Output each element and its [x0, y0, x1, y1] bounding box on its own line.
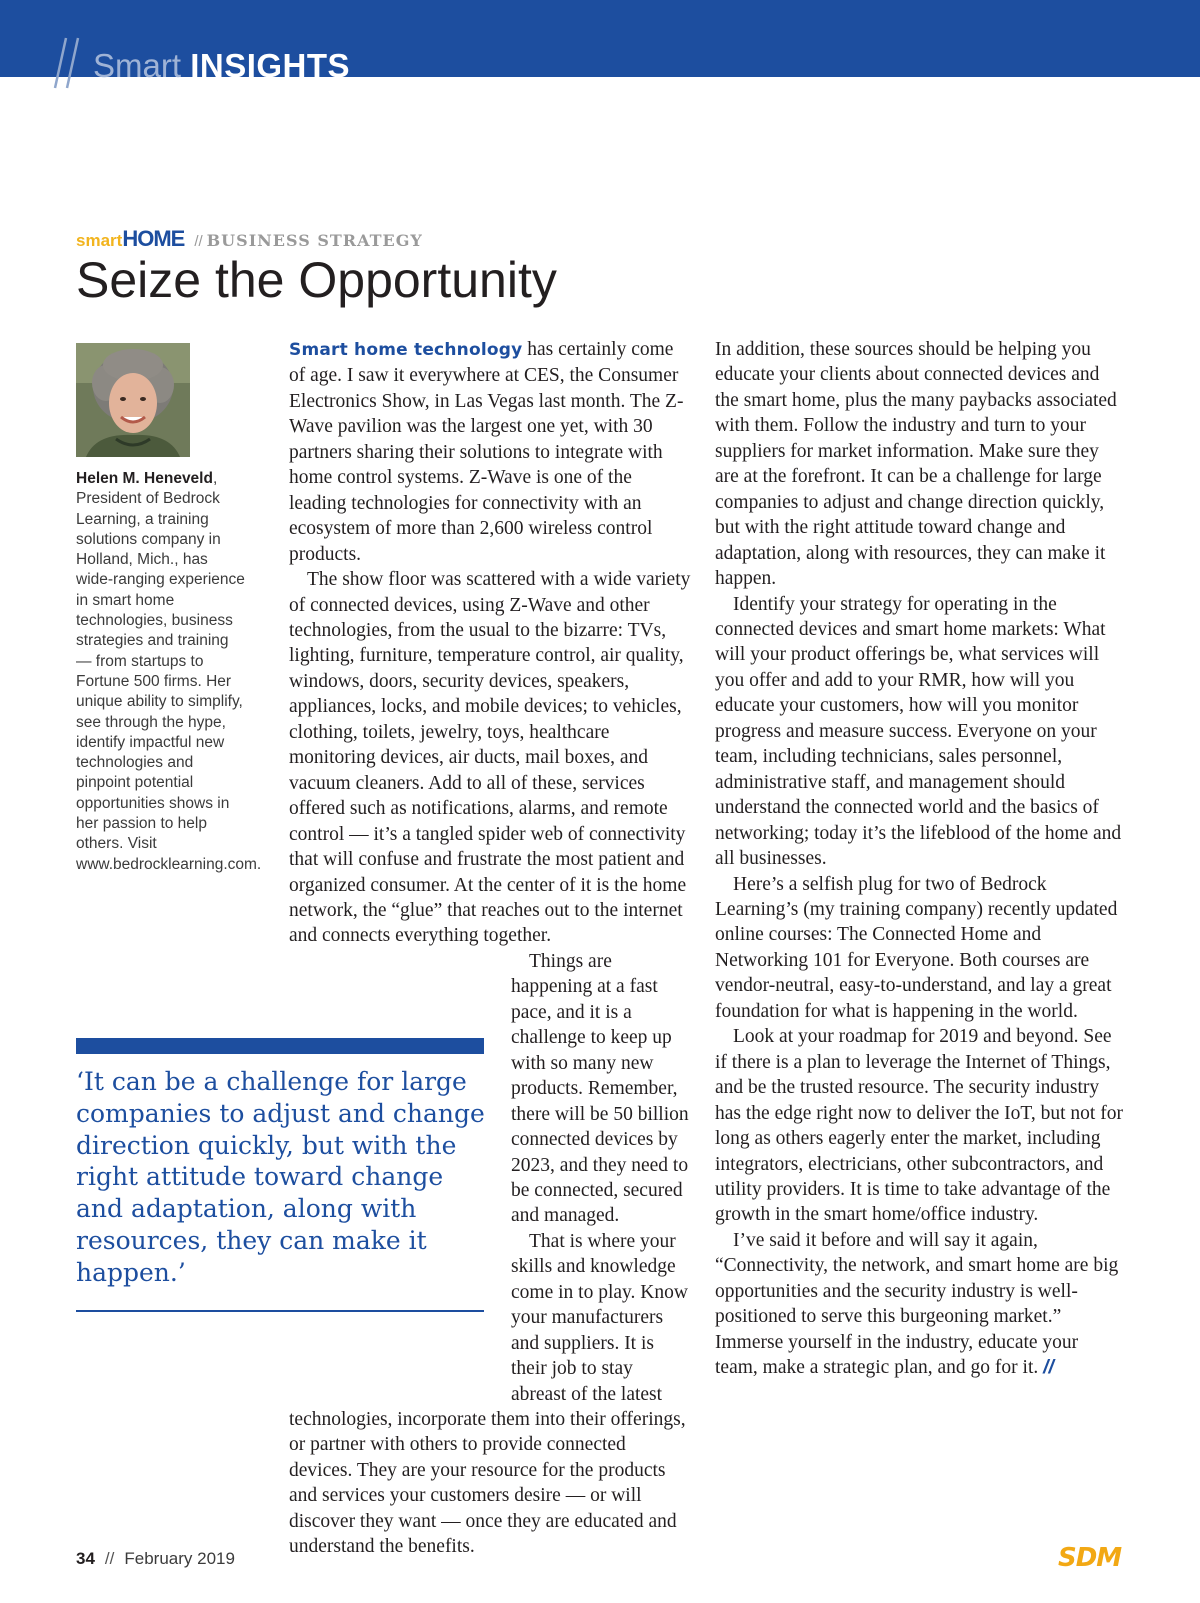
- article-paragraph: The show floor was scattered with a wide variety of connected devices, using Z-Wave and other technologies, from the usual to the bizarre: TVs, lighting, furniture, temperature control, air quality, windows, doors, security devices, speakers, appliances, locks, and mobile devices; to vehicles, clothing, toilets, jewelry, toys, healthcare monitoring devices, air ducts, mail boxes, and vacuum cleaners. Add to all of these, services offered such as notifications, alarms, and remote control — it’s a tangled spider web of connectivity that will confuse and frustrate the most patient and organized consumer. At the center of it is the home network, the “glue” that reaches out to the internet and connects everything together.: [289, 569, 691, 947]
- article-paragraph: [289, 337, 692, 567]
- double-slash-icon: [52, 36, 90, 90]
- article-paragraph: Things are happening at a fast pace, and it is a challenge to keep up with so many new products. Remember, there will be 50 billion connected devices by 2023, and they need to be connected, secured and managed.: [511, 950, 689, 1227]
- author-bio-text: , President of Bedrock Learning, a training solutions company in Holland, Mich., has wide-ranging experience in smart home technologies, business strategies and training — from startups to Fortune 500 firms. Her unique ability to simplify, see through the hype, identify impactful new technologies and pinpoint potential opportunities shows in her passion to help others. Visit www.bedrocklearning.com.: [76, 470, 262, 873]
- author-bio: [76, 469, 262, 875]
- header-title: [93, 46, 350, 86]
- smarthome-logo-smart: smart: [76, 231, 123, 250]
- author-portrait-image: [76, 343, 190, 457]
- page-footer: [76, 1549, 235, 1569]
- author-name: Helen M. Heneveld: [76, 470, 213, 487]
- article-paragraph: [715, 1228, 1125, 1381]
- section-name: BUSINESS STRATEGY: [206, 231, 423, 250]
- section-tag: [76, 226, 423, 252]
- pull-quote-bottom-rule: [76, 1310, 484, 1312]
- sdm-logo: SDM: [1058, 1543, 1122, 1573]
- article-paragraph: Look at your roadmap for 2019 and beyond. See if there is a plan to leverage the Internet of Things, and be the trusted resource. The security industry has the edge right now to deliver the IoT, but not for long as others eagerly enter the market, including integrators, electricians, other subcontractors, and utility providers. It is time to take advantage of the growth in the smart home/office industry.: [715, 1026, 1123, 1226]
- article-title: Seize the Opportunity: [76, 252, 557, 308]
- article-paragraph: That is where your skills and knowledge come in to play. Know your manufacturers and suppliers. It is their job to stay abreast of the latest technologies, incorporate them into their offerings, or partner with others to provide connected devices. They are your resource for the products and services your customers desire — or will discover they want — once they are educated and understand the benefits.: [289, 1230, 688, 1558]
- author-photo: [76, 343, 190, 457]
- pull-quote: ‘It can be a challenge for large companies to adjust and change direction quickly, but with the right attitude toward change and adaptation, along with resources, they can make it happen.’: [76, 1067, 485, 1287]
- article-paragraph: In addition, these sources should be helping you educate your clients about connected devices and the smart home, plus the many paybacks associated with them. Follow the industry and turn to your suppliers for market information. Make sure they are at the forefront. It can be a challenge for large companies to adjust and change direction quickly, but with the right attitude toward change and adaptation, along with resources, they can make it happen.: [715, 339, 1117, 590]
- issue-date: February 2019: [124, 1549, 235, 1568]
- section-separator: //: [194, 233, 203, 250]
- article-paragraph: Here’s a selfish plug for two of Bedrock Learning’s (my training company) recently updated online courses: The Connected Home and Networking 101 for Everyone. Both courses are vendor-neutral, easy-to-understand, and lay a great foundation for what is happening in the world.: [715, 873, 1118, 1022]
- smarthome-logo-home: HOME: [122, 226, 185, 251]
- end-of-article-mark: //: [1043, 1356, 1054, 1379]
- article-lead-in: Smart home technology: [289, 340, 523, 360]
- page-number: 34: [76, 1549, 95, 1568]
- article-column-2: [715, 337, 1125, 1381]
- header-title-bold: INSIGHTS: [190, 47, 351, 84]
- header-title-light: Smart: [93, 47, 182, 84]
- article-paragraph: Identify your strategy for operating in the connected devices and smart home markets: What will your product offerings be, what services will you offer and add to your RMR, how will you educate your customers, how will you monitor progress and measure success. Everyone on your team, including technicians, sales personnel, administrative staff, and management should understand the connected world and the basics of networking; today it’s the lifeblood of the home and all businesses.: [715, 593, 1122, 870]
- footer-separator: //: [104, 1549, 115, 1568]
- pull-quote-top-bar: [76, 1038, 484, 1054]
- article-column-1: [289, 337, 692, 1560]
- article-paragraph-text: I’ve said it before and will say it again, “Connectivity, the network, and smart home are big opportunities and the security industry is well-positioned to serve this burgeoning market.” Immerse yourself in the industry, educate your team, make a strategic plan, and go for it.: [715, 1229, 1119, 1379]
- article-paragraph-text: has certainly come of age. I saw it everywhere at CES, the Consumer Electronics Show, in Las Vegas last month. The Z-Wave pavilion was the largest one yet, with 30 partners sharing their solutions to integrate with home control systems. Z-Wave is one of the leading technologies for connectivity with an ecosystem of more than 2,600 wireless control products.: [289, 339, 684, 565]
